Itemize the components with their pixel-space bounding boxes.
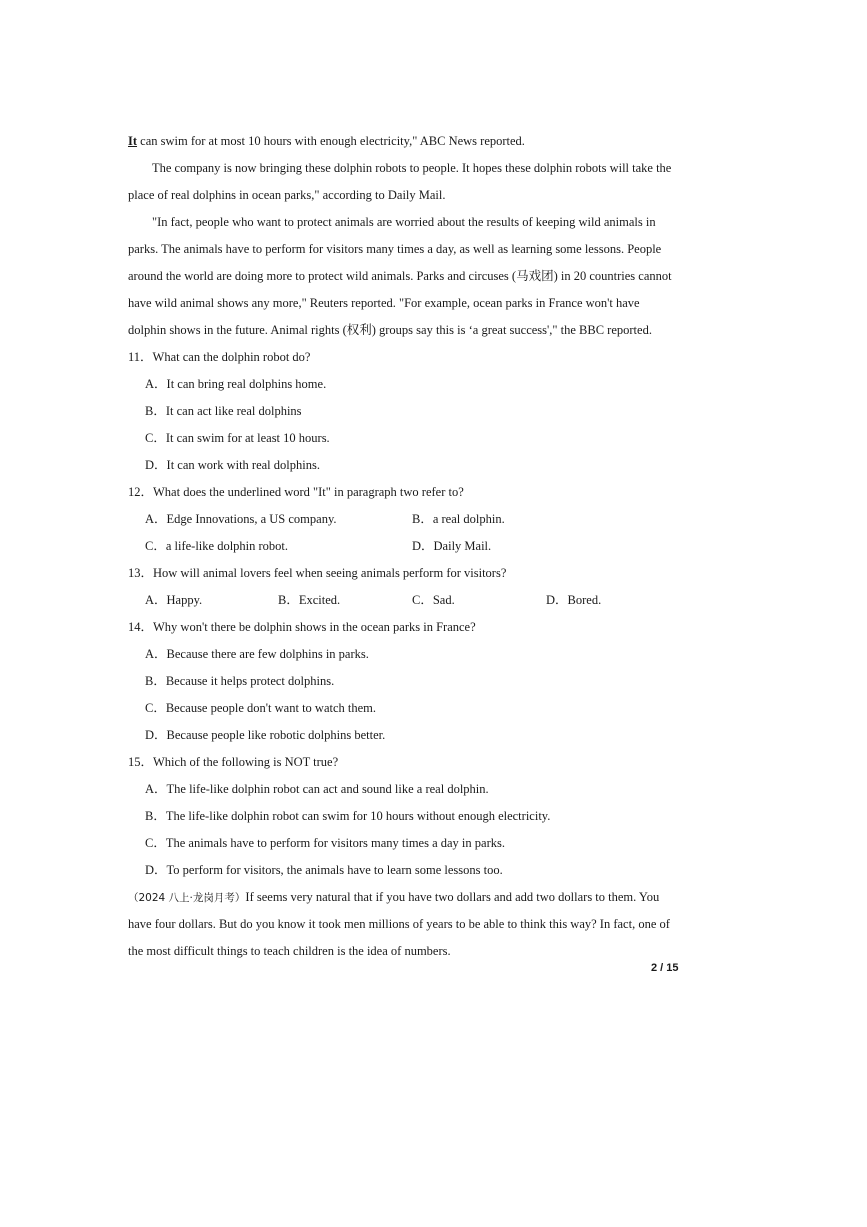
- answer-option: B．Because it helps protect dolphins.: [145, 674, 335, 688]
- answer-option: A．Happy.: [145, 593, 203, 607]
- question-stem: 11．What can the dolphin robot do?: [128, 350, 311, 364]
- underlined-word: It: [128, 134, 138, 148]
- passage-line: around the world are doing more to protect wild animals. Parks and circuses (马戏团) in 20 countries cannot: [128, 269, 672, 283]
- answer-option: B．The life-like dolphin robot can swim for 10 hours without enough electricity.: [145, 809, 551, 823]
- passage-line: [128, 884, 684, 911]
- passage-line: "In fact, people who want to protect animals are worried about the results of keeping wild animals in: [152, 215, 656, 229]
- question-stem: 13．How will animal lovers feel when seeing animals perform for visitors?: [128, 566, 507, 580]
- page-number: 2 / 15: [651, 962, 679, 974]
- document-page: [128, 128, 684, 965]
- passage-text: If seems very natural that if you have two dollars and add two dollars to them. You: [245, 890, 660, 904]
- question-stem: 14．Why won't there be dolphin shows in the ocean parks in France?: [128, 620, 476, 634]
- answer-option-row: [128, 506, 684, 533]
- passage-line: the most difficult things to teach children is the idea of numbers.: [128, 944, 451, 958]
- answer-option-row: [128, 533, 684, 560]
- answer-option: D．It can work with real dolphins.: [145, 458, 320, 472]
- passage-line: dolphin shows in the future. Animal rights (权利) groups say this is ‘a great success'," the BBC reported.: [128, 323, 652, 337]
- answer-option: A．The life-like dolphin robot can act and sound like a real dolphin.: [145, 782, 489, 796]
- answer-option: D．Bored.: [546, 593, 602, 607]
- passage-line: The company is now bringing these dolphin robots to people. It hopes these dolphin robots will take the: [152, 161, 672, 175]
- answer-option: C．a life-like dolphin robot.: [145, 539, 289, 553]
- answer-option: A．Edge Innovations, a US company.: [145, 512, 337, 526]
- passage-line: place of real dolphins in ocean parks," according to Daily Mail.: [128, 188, 446, 202]
- answer-option: A．It can bring real dolphins home.: [145, 377, 327, 391]
- answer-option: B．Excited.: [278, 593, 341, 607]
- source-tag: （2024 八上·龙岗月考）: [128, 892, 246, 904]
- passage-line: have wild animal shows any more," Reuters reported. "For example, ocean parks in France won't have: [128, 296, 640, 310]
- answer-option-row: [128, 587, 684, 614]
- answer-option: C．The animals have to perform for visitors many times a day in parks.: [145, 836, 505, 850]
- question-stem: 12．What does the underlined word "It" in paragraph two refer to?: [128, 485, 464, 499]
- passage-text: can swim for at most 10 hours with enough electricity," ABC News reported.: [137, 134, 525, 148]
- answer-option: B．a real dolphin.: [412, 512, 505, 526]
- answer-option: A．Because there are few dolphins in parks.: [145, 647, 369, 661]
- passage-line: [128, 128, 684, 155]
- answer-option: D．Because people like robotic dolphins better.: [145, 728, 386, 742]
- passage-line: have four dollars. But do you know it took men millions of years to be able to think this way? In fact, one of: [128, 917, 670, 931]
- answer-option: C．Sad.: [412, 593, 455, 607]
- answer-option: C．It can swim for at least 10 hours.: [145, 431, 330, 445]
- answer-option: D．To perform for visitors, the animals have to learn some lessons too.: [145, 863, 503, 877]
- passage-line: parks. The animals have to perform for visitors many times a day, as well as learning some lessons. People: [128, 242, 662, 256]
- question-stem: 15．Which of the following is NOT true?: [128, 755, 339, 769]
- answer-option: C．Because people don't want to watch them.: [145, 701, 377, 715]
- answer-option: B．It can act like real dolphins: [145, 404, 302, 418]
- answer-option: D．Daily Mail.: [412, 539, 492, 553]
